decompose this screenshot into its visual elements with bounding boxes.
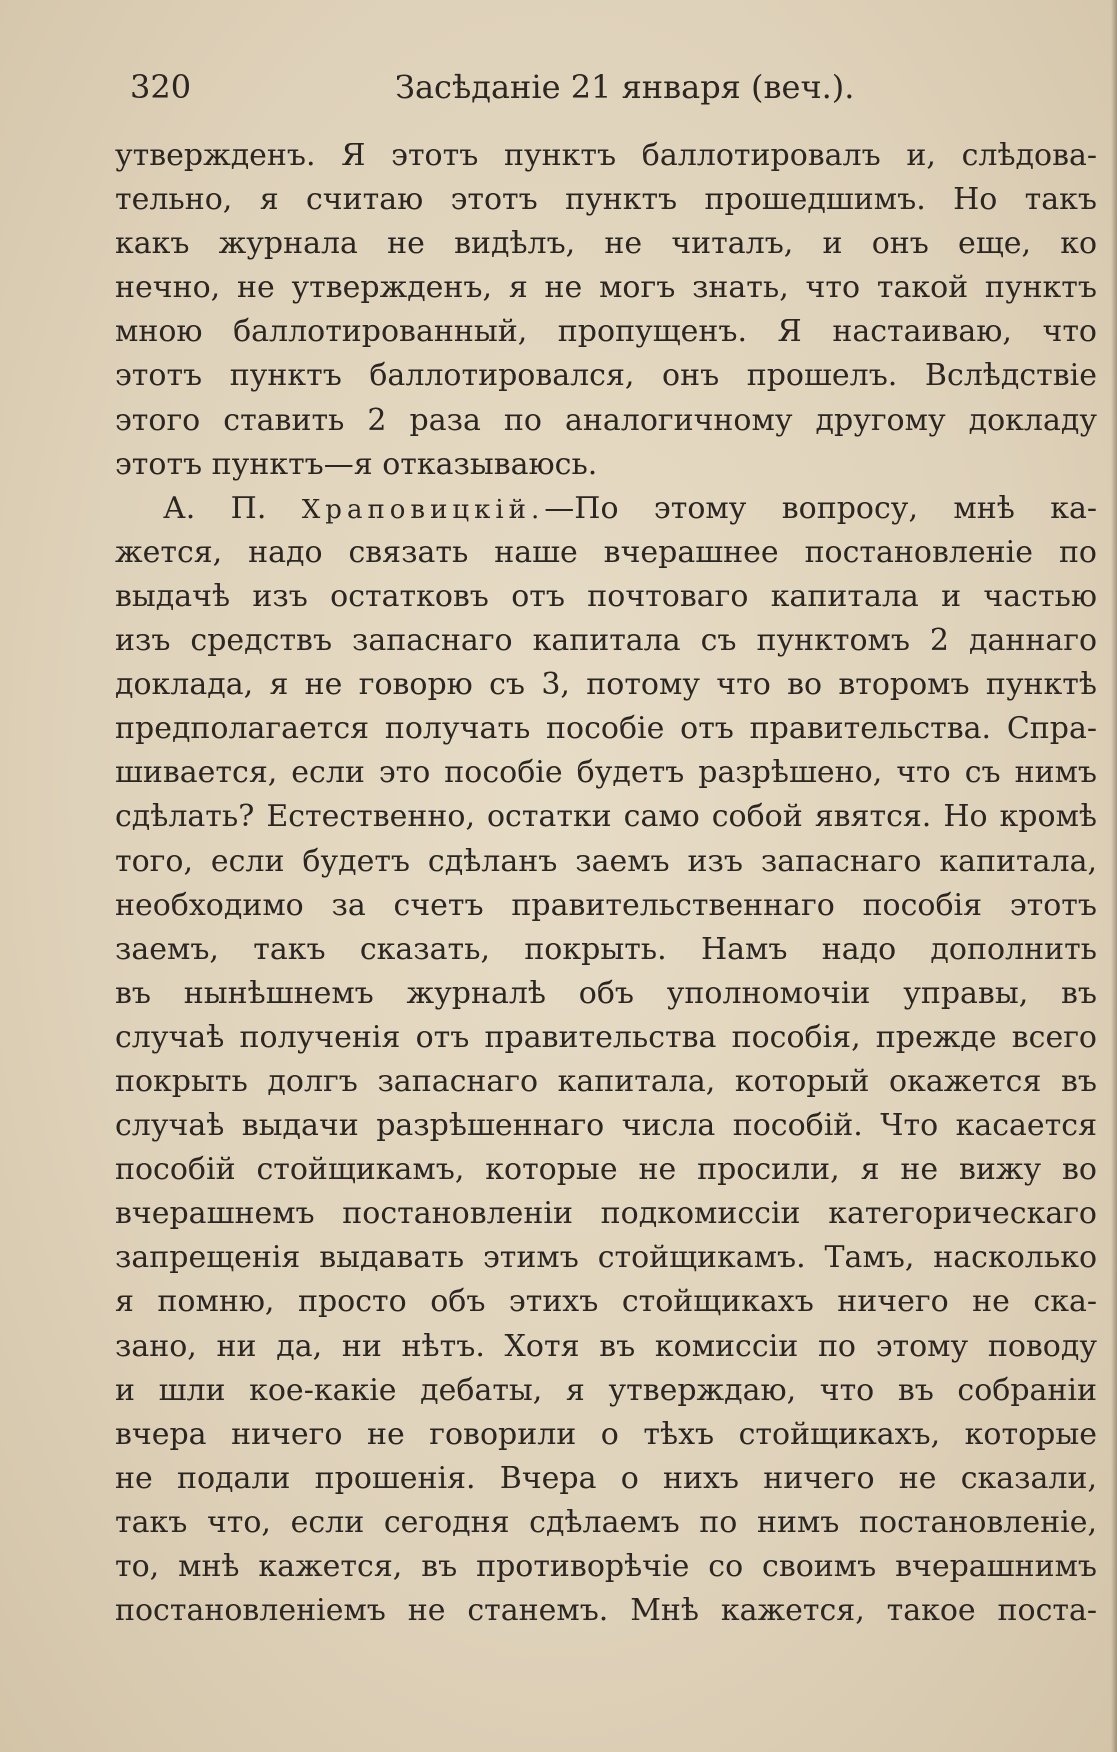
text-line: изъ средствъ запаснаго капитала съ пунктомъ 2 даннаго — [115, 623, 1097, 659]
speaker-name: Храповицкій. — [301, 494, 545, 525]
text-line: шивается, если это пособіе будетъ разрѣшено, что съ нимъ — [115, 755, 1097, 791]
text-line: въ нынѣшнемъ журналѣ объ уполномочіи управы, въ — [115, 975, 1097, 1011]
page-number: 320 — [130, 68, 192, 106]
text-line: то, мнѣ кажется, въ противорѣчіе со своимъ вчерашнимъ — [115, 1549, 1097, 1584]
body-text — [115, 134, 1097, 1633]
text-line: и шли кое-какіе дебаты, я утверждаю, что въ собраніи — [115, 1372, 1097, 1408]
text-line: утвержденъ. Я этотъ пунктъ баллотировалъ и, слѣдова- — [115, 138, 1097, 173]
text-line: этотъ пунктъ—я отказываюсь. — [115, 446, 598, 482]
text-line: случаѣ выдачи разрѣшеннаго числа пособій. Что касается — [115, 1108, 1097, 1144]
page-edge-shadow — [1111, 0, 1117, 1752]
text-line: необходимо за счетъ правительственнаго пособія этотъ — [115, 887, 1097, 923]
text-line: такъ что, если сегодня сдѣлаемъ по нимъ постановленіе, — [115, 1504, 1097, 1540]
paragraph-2 — [115, 487, 1097, 1633]
speaker-line — [115, 487, 1097, 531]
page-header — [120, 62, 1042, 112]
text-line: жется, надо связать наше вчерашнее постановленіе по — [115, 534, 1097, 570]
speaker-initials: А. П. — [163, 490, 267, 526]
text-line: вчерашнемъ постановленіи подкомиссіи категорическаго — [115, 1196, 1097, 1232]
text-line: тельно, я считаю этотъ пунктъ прошедшимъ. Но такъ — [115, 182, 1097, 218]
text-line: запрещенія выдавать этимъ стойщикамъ. Тамъ, насколько — [115, 1240, 1097, 1276]
text-line: вчера ничего не говорили о тѣхъ стойщикахъ, которые — [115, 1416, 1097, 1452]
speaker-line-text: —По этому вопросу, мнѣ ка- — [544, 490, 1097, 526]
text-line: зано, ни да, ни нѣтъ. Хотя въ комиссіи по этому поводу — [115, 1328, 1097, 1364]
text-line: предполагается получать пособіе отъ правительства. Спра- — [115, 711, 1097, 747]
text-line: этотъ пунктъ баллотировался, онъ прошелъ. Вслѣдствіе — [115, 358, 1097, 394]
running-title: Засѣданіе 21 января (веч.). — [395, 68, 855, 106]
text-line: я помню, просто объ этихъ стойщикахъ ничего не ска- — [115, 1284, 1097, 1320]
text-line: какъ журнала не видѣлъ, не читалъ, и онъ еще, ко — [115, 226, 1097, 262]
text-line: пособій стойщикамъ, которые не просили, я не вижу во — [115, 1152, 1097, 1188]
text-line: выдачѣ изъ остатковъ отъ почтоваго капитала и частью — [115, 578, 1097, 614]
text-line: сдѣлать? Естественно, остатки само собой явятся. Но кромѣ — [115, 799, 1097, 835]
text-line: доклада, я не говорю съ 3, потому что во второмъ пунктѣ — [115, 667, 1097, 703]
text-line: того, если будетъ сдѣланъ заемъ изъ запаснаго капитала, — [115, 843, 1097, 879]
paragraph-1 — [115, 134, 1097, 487]
text-line: не подали прошенія. Вчера о нихъ ничего не сказали, — [115, 1460, 1097, 1496]
text-line: мною баллотированный, пропущенъ. Я настаиваю, что — [115, 314, 1097, 350]
text-line: постановленіемъ не станемъ. Мнѣ кажется, такое поста- — [115, 1593, 1097, 1629]
text-line: этого ставить 2 раза по аналогичному другому докладу — [115, 402, 1097, 438]
text-line: нечно, не утвержденъ, я не могъ знать, что такой пунктъ — [115, 270, 1097, 306]
text-line: заемъ, такъ сказать, покрыть. Намъ надо дополнить — [115, 931, 1097, 967]
text-line: покрыть долгъ запаснаго капитала, который окажется въ — [115, 1063, 1097, 1099]
text-line: случаѣ полученія отъ правительства пособія, прежде всего — [115, 1019, 1097, 1055]
